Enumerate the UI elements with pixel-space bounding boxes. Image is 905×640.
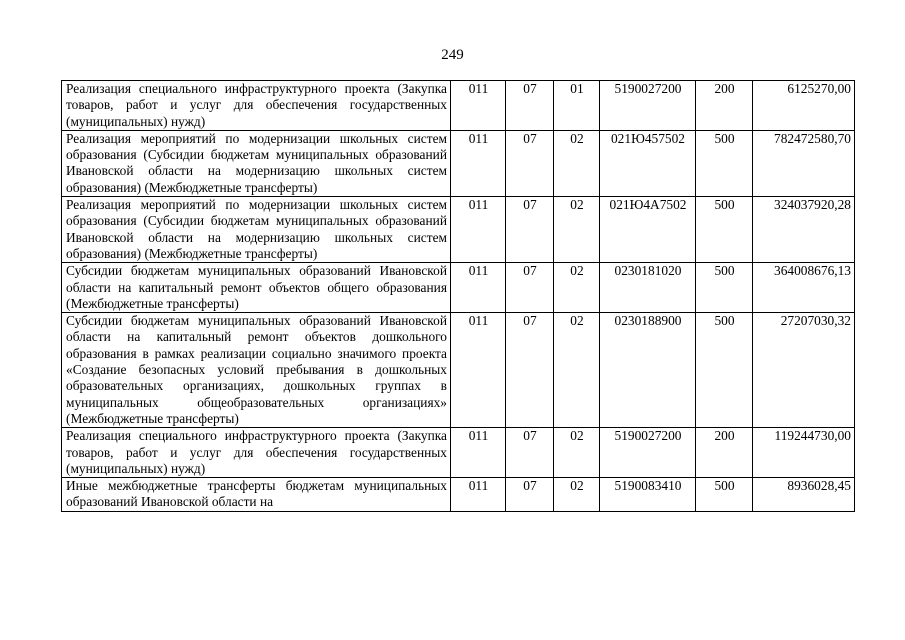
target-article-code: 021Ю4А7502 (600, 197, 696, 263)
subsection-code: 02 (554, 197, 600, 263)
ministry-code: 011 (451, 130, 506, 196)
subsection-code: 02 (554, 263, 600, 313)
target-article-code: 0230181020 (600, 263, 696, 313)
amount: 324037920,28 (753, 197, 855, 263)
subsection-code: 02 (554, 428, 600, 478)
table-row (62, 197, 855, 263)
ministry-code: 011 (451, 263, 506, 313)
row-description: Иные межбюджетные трансферты бюджетам муниципальных образований Ивановской области на (62, 478, 451, 512)
amount: 8936028,45 (753, 478, 855, 512)
expense-type-code: 500 (696, 263, 753, 313)
table-row (62, 81, 855, 131)
expense-type-code: 500 (696, 313, 753, 428)
section-code: 07 (506, 197, 554, 263)
table-row (62, 263, 855, 313)
amount: 27207030,32 (753, 313, 855, 428)
budget-table (61, 80, 855, 512)
subsection-code: 01 (554, 81, 600, 131)
table-row (62, 130, 855, 196)
ministry-code: 011 (451, 81, 506, 131)
target-article-code: 0230188900 (600, 313, 696, 428)
row-description: Субсидии бюджетам муниципальных образований Ивановской области на капитальный ремонт объектов дошкольного образования в рамках реализации социально значимого проекта «Создание безопасных условий пребывания в дошкольных образовательных организациях, дошкольных группах в муниципальных общеобразовательных организациях» (Межбюджетные трансферты) (62, 313, 451, 428)
section-code: 07 (506, 478, 554, 512)
subsection-code: 02 (554, 130, 600, 196)
target-article-code: 5190083410 (600, 478, 696, 512)
amount: 6125270,00 (753, 81, 855, 131)
expense-type-code: 200 (696, 81, 753, 131)
section-code: 07 (506, 313, 554, 428)
section-code: 07 (506, 263, 554, 313)
table-row (62, 428, 855, 478)
target-article-code: 5190027200 (600, 428, 696, 478)
page-number: 249 (441, 47, 464, 63)
target-article-code: 021Ю457502 (600, 130, 696, 196)
ministry-code: 011 (451, 313, 506, 428)
expense-type-code: 500 (696, 478, 753, 512)
expense-type-code: 500 (696, 130, 753, 196)
amount: 364008676,13 (753, 263, 855, 313)
table-row (62, 478, 855, 512)
amount: 782472580,70 (753, 130, 855, 196)
expense-type-code: 500 (696, 197, 753, 263)
subsection-code: 02 (554, 313, 600, 428)
expense-type-code: 200 (696, 428, 753, 478)
target-article-code: 5190027200 (600, 81, 696, 131)
section-code: 07 (506, 130, 554, 196)
subsection-code: 02 (554, 478, 600, 512)
row-description: Реализация специального инфраструктурного проекта (Закупка товаров, работ и услуг для обеспечения государственных (муниципальных) нужд) (62, 81, 451, 131)
ministry-code: 011 (451, 428, 506, 478)
row-description: Реализация специального инфраструктурного проекта (Закупка товаров, работ и услуг для обеспечения государственных (муниципальных) нужд) (62, 428, 451, 478)
table-row (62, 313, 855, 428)
row-description: Реализация мероприятий по модернизации школьных систем образования (Субсидии бюджетам муниципальных образований Ивановской области на модернизацию школьных систем образования) (Межбюджетные трансферты) (62, 130, 451, 196)
row-description: Субсидии бюджетам муниципальных образований Ивановской области на капитальный ремонт объектов общего образования (Межбюджетные трансферты) (62, 263, 451, 313)
row-description: Реализация мероприятий по модернизации школьных систем образования (Субсидии бюджетам муниципальных образований Ивановской области на модернизацию школьных систем образования) (Межбюджетные трансферты) (62, 197, 451, 263)
section-code: 07 (506, 428, 554, 478)
amount: 119244730,00 (753, 428, 855, 478)
ministry-code: 011 (451, 478, 506, 512)
ministry-code: 011 (451, 197, 506, 263)
section-code: 07 (506, 81, 554, 131)
